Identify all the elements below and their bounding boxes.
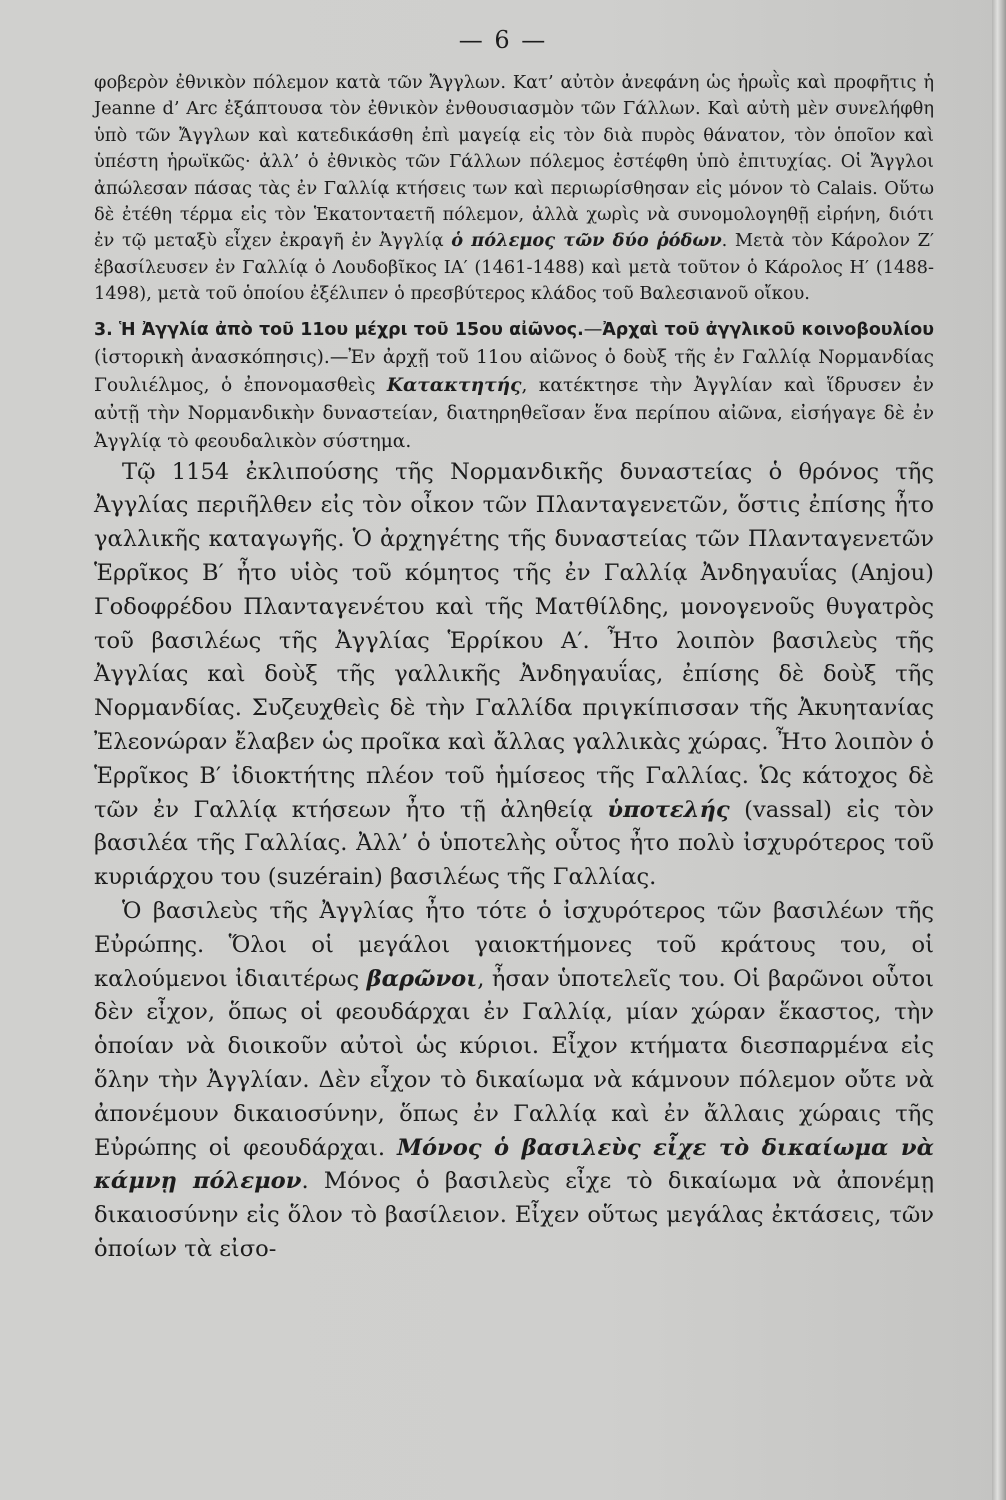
text-run: . Μετὰ τὸν Κάρολον Ζ′ ἐβασίλευσεν ἐν Γαλλίᾳ ὁ Λουδοβῖκος ΙΑ′ (1461-1488) καὶ μετὰ τοῦτον ὁ Κάρολος Η′ (1488-1498), μετὰ τοῦ ὁποίου ἐξέλιπεν ὁ πρεσβύτερος κλάδος τοῦ Βαλεσιανοῦ οἴκου. — [94, 230, 935, 305]
emphasis: ὁ πόλεμος τῶν δύο ῥόδων — [451, 230, 722, 252]
small-print-block — [94, 70, 934, 308]
text-run: Ὁ βασιλεὺς τῆς Ἀγγλίας ἦτο τότε ὁ ἰσχυρότερος τῶν βασιλέων τῆς Εὐρώπης. Ὅλοι οἱ μεγάλοι γαιοκτήμονες τοῦ κράτους του, οἱ καλούμενοι ἰδιαιτέρως — [94, 898, 934, 992]
top-paragraph — [94, 70, 934, 308]
text-run: Τῷ 1154 ἐκλιπούσης τῆς Νορμανδικῆς δυναστείας ὁ θρόνος τῆς Ἀγγλίας περιῆλθεν εἰς τὸν οἶκον τῶν Πλανταγενετῶν, ὅστις ἐπίσης ἦτο γαλλικῆς καταγωγῆς. Ὁ ἀρχηγέτης τῆς δυναστείας τῶν Πλανταγενετῶν Ἑρρῖκος Β′ ἦτο υἱὸς τοῦ κόμητος τῆς ἐν Γαλλίᾳ Ἀνδηγαυΐας (Anjou) Γοδοφρέδου Πλανταγενέτου καὶ τῆς Ματθίλδης, μονογενοῦς θυγατρὸς τοῦ βασιλέως τῆς Ἀγγλίας Ἑρρίκου Α′. Ἦτο λοιπὸν βασιλεὺς τῆς Ἀγγλίας καὶ δοὺξ τῆς γαλλικῆς Ἀνδηγαυΐας, ἐπίσης δὲ δοὺξ τῆς Νορμανδίας. Συζευχθεὶς δὲ τὴν Γαλλίδα πριγκίπισσαν τῆς Ἀκυητανίας Ἐλεονώραν ἔλαβεν ὡς προῖκα καὶ ἄλλας γαλλικὰς χώρας. Ἦτο λοιπὸν ὁ Ἑρρῖκος Β′ ἰδιοκτήτης πλέον τοῦ ἡμίσεος τῆς Γαλλίας. Ὡς κάτοχος δὲ τῶν ἐν Γαλλίᾳ κτήσεων ἦτο τῇ ἀληθείᾳ — [94, 458, 934, 823]
dash: — — [329, 346, 349, 368]
section-note: (ἱστορικὴ ἀνασκόπησις). — [94, 346, 330, 368]
text-run: (vassal) εἰς τὸν βασιλέα τῆς Γαλλίας. Ἀλλ’ ὁ ὑποτελὴς οὗτος ἦτο πολὺ ἰσχυρότερος τοῦ κυριάρχου του (suzérain) βασιλέως τῆς Γαλλίας. — [94, 796, 934, 891]
text-run: . Μόνος ὁ βασιλεὺς εἶχε τὸ δικαίωμα νὰ ἀπονέμῃ δικαιοσύνην εἰς ὅλον τὸ βασίλειον. Εἶχεν οὕτως μεγάλας ἐκτάσεις, τῶν ὁποίων τὰ εἰσο- — [94, 1168, 934, 1262]
section-3-paragraph — [94, 316, 934, 456]
emphasis: ὑποτελής — [607, 796, 730, 823]
text-run: φοβερὸν ἐθνικὸν πόλεμον κατὰ τῶν Ἄγγλων. Κατ’ αὐτὸν ἀνεφάνη ὡς ἡρωῒς καὶ προφῆτις ἡ Jeanne d’ Arc ἐξάπτουσα τὸν ἐθνικὸν ἐνθουσιασμὸν τῶν Γάλλων. Καὶ αὐτὴ μὲν συνελήφθη ὑπὸ τῶν Ἄγγλων καὶ κατεδικάσθη ἐπὶ μαγείᾳ εἰς τὸν διὰ πυρὸς θάνατον, τὸν ὁποῖον καὶ ὑπέστη ἡρωϊκῶς· ἀλλ’ ὁ ἐθνικὸς τῶν Γάλλων πόλεμος ἐστέφθη ὑπὸ ἐπιτυχίας. Οἱ Ἄγγλοι ἀπώλεσαν πάσας τὰς ἐν Γαλλίᾳ κτήσεις των καὶ περιωρίσθησαν εἰς μόνον τὸ Calais. Οὕτω δὲ ἐτέθη τέρμα εἰς τὸν Ἑκατονταετῆ πόλεμον, ἀλλὰ χωρὶς νὰ συνομολογηθῇ εἰρήνη, διότι ἐν τῷ μεταξὺ εἶχεν ἐκραγῆ ἐν Ἀγγλίᾳ — [94, 72, 934, 252]
text-run: , ἦσαν ὑποτελεῖς του. Οἱ βαρῶνοι οὗτοι δὲν εἶχον, ὅπως οἱ φεουδάρχαι ἐν Γαλλίᾳ, μίαν χώραν ἕκαστος, τὴν ὁποίαν νὰ διοικοῦν αὐτοὶ ὡς κύριοι. Εἶχον κτήματα διεσπαρμένα εἰς ὅλην τὴν Ἀγγλίαν. Δὲν εἶχον τὸ δικαίωμα νὰ κάμνουν πόλεμον οὔτε νὰ ἀπονέμουν δικαιοσύνην, ὅπως ἐν Γαλλίᾳ καὶ ἐν ἄλλαις χώραις τῆς Εὐρώπης οἱ φεουδάρχαι. — [94, 965, 934, 1161]
dash: — — [583, 318, 603, 340]
page-number: — 6 — — [458, 26, 548, 54]
large-print-block — [94, 316, 934, 1267]
emphasis: βαρῶνοι — [366, 965, 478, 992]
emphasis: Μόνος ὁ βασιλεὺς εἶχε τὸ δικαίωμα νὰ κάμνῃ πόλεμον — [94, 1134, 934, 1195]
section-subtitle: Ἀρχαὶ τοῦ ἀγγλικοῦ κοινοβουλίου — [602, 319, 934, 340]
section-text: Ἐν ἀρχῇ τοῦ 11ου αἰῶνος ὁ δοὺξ τῆς ἐν Γαλλίᾳ Νορμανδίας Γουλιέλμος, ὁ ἐπονομασθεὶς — [94, 346, 934, 396]
page-edge — [992, 0, 1006, 1500]
section-title: Ἡ Ἀγγλία ἀπὸ τοῦ 11ου μέχρι τοῦ 15ου αἰῶνος. — [118, 319, 584, 340]
paragraph-barons — [94, 895, 934, 1267]
paragraph-plantagenets — [94, 456, 934, 895]
section-text: , κατέκτησε τὴν Ἀγγλίαν καὶ ἵδρυσεν ἐν αὐτῇ τὴν Νορμανδικὴν δυναστείαν, διατηρηθεῖσαν ἕνα περίπου αἰῶνα, εἰσήγαγε δὲ ἐν Ἀγγλίᾳ τὸ φεουδαλικὸν σύστημα. — [94, 374, 934, 452]
text-body — [94, 70, 934, 1267]
section-number: 3. — [94, 319, 113, 340]
emphasis: Κατακτητής — [386, 374, 522, 396]
